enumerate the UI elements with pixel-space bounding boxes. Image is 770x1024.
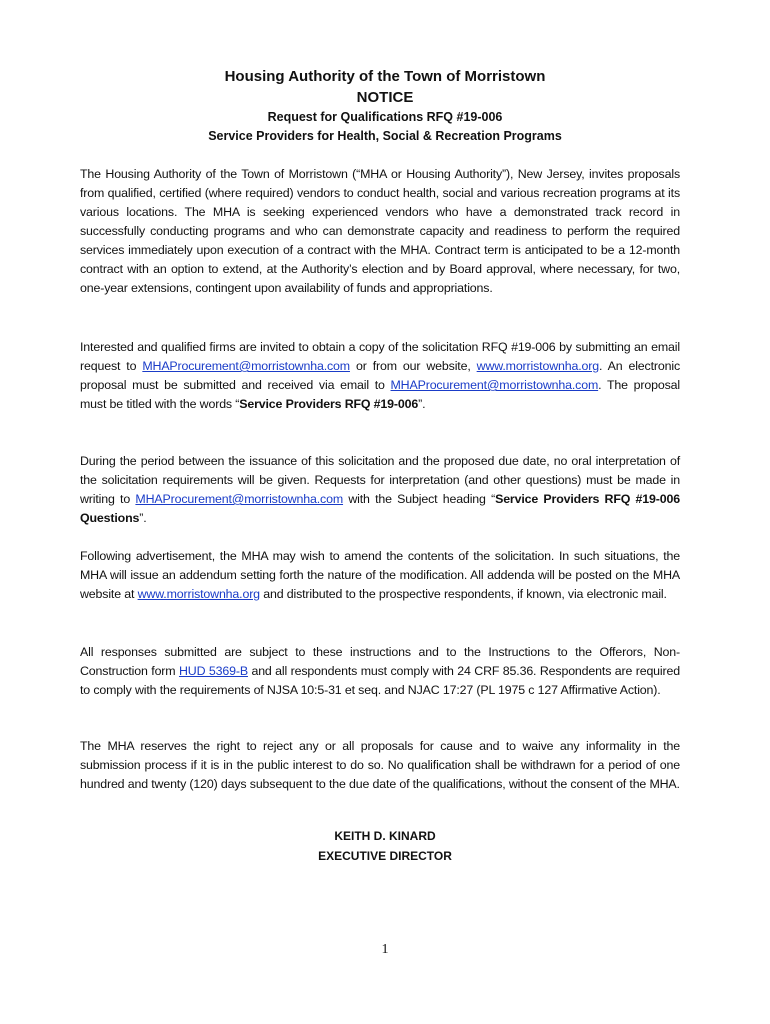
page-number: 1: [381, 942, 389, 957]
notice-heading: NOTICE: [356, 89, 414, 106]
text: with the Subject heading “: [343, 492, 496, 506]
email-link[interactable]: MHAProcurement@morristownha.com: [390, 378, 599, 392]
text: and distributed to the prospective respondents, if known, via electronic mail.: [259, 587, 667, 601]
text: . The proposal must be titled with the words “: [80, 378, 680, 411]
website-link[interactable]: www.morristownha.org: [137, 587, 260, 601]
paragraph-addenda: [80, 547, 680, 604]
paragraph-intro: The Housing Authority of the Town of Morristown (“MHA or Housing Authority”), New Jersey, invites proposals from qualified, certified (where required) vendors to conduct health, social and various recreation programs at its various locations. The MHA is seeking experienced vendors who have a demonstrated track record in successfully conducting programs and who can demonstrate capacity and readiness to perform the required services immediately upon execution of a contract with the MHA. Contract term is anticipated to be a 12-month contract with an option to extend, at the Authority’s election and by Board approval, where necessary, for two, one-year extensions, contingent upon availability of funds and appropriations.: [80, 167, 680, 295]
text: During the period between the issuance of this solicitation and the proposed due date, no oral interpretation of the solicitation requirements will be given. Requests for interpretation (and other questions) must be made in writing to: [80, 454, 680, 506]
text: Interested and qualified firms are invited to obtain a copy of the solicitation RFQ #19-006 by submitting an email request to: [80, 340, 680, 373]
text: and all respondents must comply with 24 CRF 85.36. Respondents are required to comply with the requirements of NJSA 10:5-31 et seq. and NJAC 17:27 (PL 1975 c 127 Affirmative Action).: [80, 664, 680, 697]
paragraph-reservation: The MHA reserves the right to reject any or all proposals for cause and to waive any informality in the submission process if it is in the public interest to do so. No qualification shall be withdrawn for a period of one hundred and twenty (120) days subsequent to the due date of the qualifications, without the consent of the MHA.: [80, 739, 680, 791]
hud-form-link[interactable]: HUD 5369-B: [178, 664, 248, 678]
email-link[interactable]: MHAProcurement@morristownha.com: [142, 359, 350, 373]
text: . An electronic proposal must be submitted and received via email to: [80, 359, 680, 392]
text: Following advertisement, the MHA may wish to amend the contents of the solicitation. In such situations, the MHA will issue an addendum setting forth the nature of the modification. All addenda will be posted on the MHA website at: [80, 549, 680, 601]
proposal-title: Service Providers RFQ #19-006: [239, 397, 419, 411]
paragraph-interpretation: [80, 452, 680, 528]
subject-heading: Service Providers RFQ #19-006 Questions: [80, 492, 680, 525]
website-link[interactable]: www.morristownha.org: [476, 359, 599, 373]
organization-title: Housing Authority of the Town of Morristown: [224, 68, 546, 85]
rfq-subject: Service Providers for Health, Social & Recreation Programs: [208, 129, 562, 143]
text: or from our website,: [349, 359, 477, 373]
rfq-heading: Request for Qualifications RFQ #19-006: [267, 110, 503, 124]
paragraph-solicitation: [80, 338, 680, 414]
email-link[interactable]: MHAProcurement@morristownha.com: [135, 492, 344, 506]
signatory-title: EXECUTIVE DIRECTOR: [318, 849, 452, 863]
signatory-name: KEITH D. KINARD: [334, 829, 436, 843]
text: ”.: [418, 397, 426, 411]
text: ”.: [139, 511, 147, 525]
paragraph-compliance: [80, 643, 680, 700]
text: All responses submitted are subject to these instructions and to the Instructions to the Offerors, Non-Construction form: [80, 645, 680, 678]
